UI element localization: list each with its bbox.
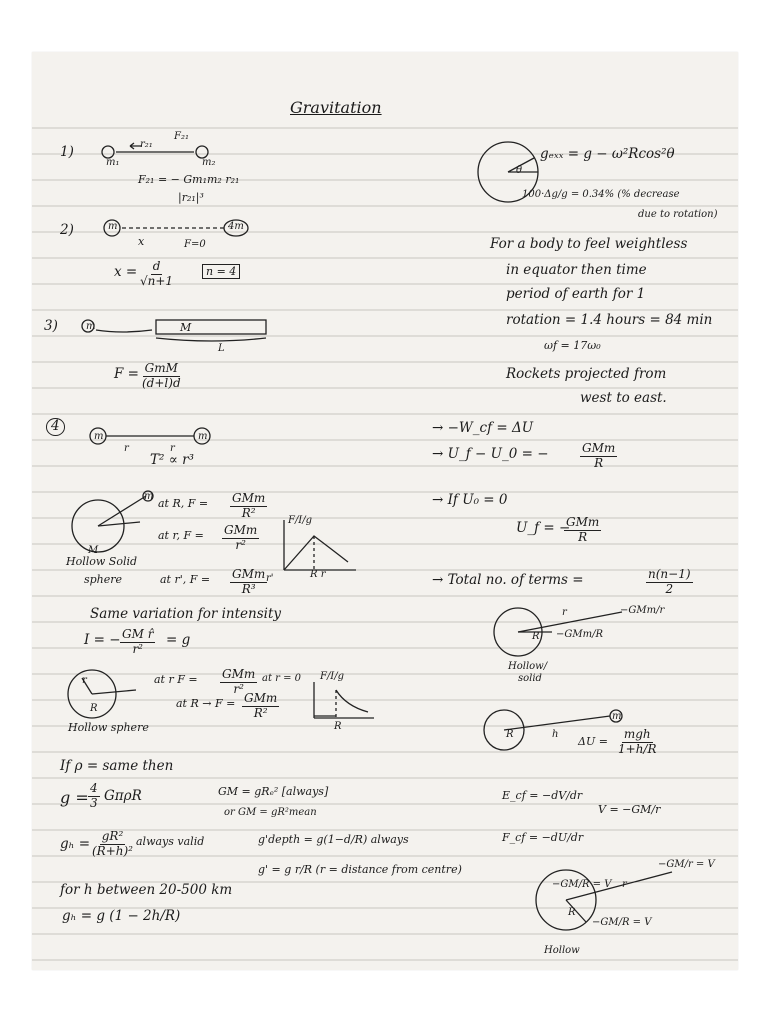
hollow-at-R-fraction: GMm R² <box>244 691 278 720</box>
weightless-line2: in equator then time <box>506 262 647 278</box>
intensity-vector: I = − <box>84 632 121 648</box>
circle1-r: r <box>562 607 567 618</box>
mass-4m: 4m <box>228 221 244 232</box>
hollow-at-R: at R → F = <box>176 697 236 710</box>
intensity-fraction: $\frac{\text{GM r̂}}{\text{r²}}$ <box>122 627 154 656</box>
gm-mean: or GM = gR²mean <box>224 807 317 818</box>
n-value-box: n = 4 <box>202 264 240 279</box>
hollow-field-graph <box>308 680 378 724</box>
item-4-number: 4 <box>46 418 65 436</box>
orbit-mass-left: m <box>94 431 104 442</box>
du-fraction: mgh 1+h/R <box>618 727 657 756</box>
total-terms-fraction: $\frac{n(n-1)}{2}$ <box>648 567 691 596</box>
circle1-in: −GMm/R <box>556 629 603 640</box>
solid-caption-sphere: sphere <box>84 573 123 586</box>
rod-length-L: L <box>218 343 225 354</box>
at-rp-fraction: GMm R³ <box>232 567 266 596</box>
f21-label: F₂₁ <box>174 131 189 142</box>
two-mass-diagram <box>102 138 252 168</box>
potential-formula: V = −GM/r <box>598 803 661 816</box>
x-label: x <box>138 235 145 248</box>
kepler-law: T² ∝ r³ <box>150 452 195 468</box>
potential-change: → U_f − U_0 = − <box>432 446 549 462</box>
force-denominator: |r₂₁|³ <box>178 191 204 204</box>
gh-always-valid: always valid <box>136 835 205 848</box>
circle1-caption2: solid <box>518 673 542 684</box>
rod-diagram <box>82 316 262 346</box>
weightless-line3: period of earth for 1 <box>506 286 646 302</box>
weightless-line4: rotation = 1.4 hours = 84 min <box>506 312 713 328</box>
work-energy: → −W_cf = ΔU <box>432 420 534 436</box>
at-r-fraction: GMm r² <box>224 523 258 552</box>
du-equation: ΔU = <box>578 735 608 748</box>
g-equation: g = <box>60 788 89 807</box>
g-fraction: $\frac{4}{3}$ <box>90 781 98 810</box>
x-equation: x = <box>114 264 138 280</box>
force-equation: F₂₁ = − Gm₁m₂ r₂₁ <box>138 173 240 186</box>
notebook-page <box>32 52 738 970</box>
zero-force-label: F=0 <box>184 239 206 250</box>
final-potential-fraction: GMm R <box>566 515 600 544</box>
rod-mass-M: M <box>180 321 192 334</box>
orbit-r-right: r <box>170 443 175 454</box>
solid-mass-m: m <box>144 491 154 502</box>
gh-fraction: $\frac{\text{gR²}}{\text{(R+h)²}}$ <box>92 829 133 858</box>
du-h: h <box>552 729 559 740</box>
orbit-r-left: r <box>124 443 129 454</box>
circle1-out: −GMm/r <box>620 605 665 616</box>
g-tail: GπρR <box>104 788 142 804</box>
mass-m: m <box>108 221 118 232</box>
du-m: m <box>612 711 622 722</box>
at-rp-tail: r' <box>266 573 274 584</box>
item-2-number: 2) <box>60 222 74 238</box>
hollow-sphere-figure <box>62 666 142 726</box>
solid-caption-M: M <box>88 545 99 556</box>
at-R-force: at R, F = <box>158 497 209 510</box>
g-effective: gₑₓₓ = g − ω²Rcos²θ <box>540 146 675 162</box>
f-eq-label: F = <box>114 366 139 382</box>
page-title: Gravitation <box>290 98 382 117</box>
at-R-fraction: GMm R² <box>232 491 266 520</box>
circle2-R: R <box>568 907 576 918</box>
circle2-caption: Hollow <box>544 945 580 956</box>
item-1-number: 1) <box>60 144 74 160</box>
potential-change-fraction: GMm R <box>582 441 616 470</box>
total-terms: → Total no. of terms = <box>432 572 584 588</box>
intensity-equals-g: = g <box>166 632 191 648</box>
solid-caption: Hollow Solid <box>66 555 138 568</box>
circle2-outer: −GM/r = V <box>658 859 715 870</box>
hollow-caption: Hollow sphere <box>68 721 149 734</box>
if-u0-zero: → If U₀ = 0 <box>432 492 508 508</box>
final-potential: U_f = − <box>516 520 571 536</box>
orbit-mass-right: m <box>198 431 208 442</box>
g-decrease: 100·Δg/g = 0.34% (% decrease <box>522 189 680 200</box>
g-decrease-cont: due to rotation) <box>638 209 718 220</box>
gh-label: gₕ = <box>60 836 91 852</box>
gm-always: GM = gRₑ² [always] <box>218 785 329 798</box>
circle1-R: R <box>532 631 540 642</box>
circle2-bottom: −GM/R = V <box>592 917 652 928</box>
hollow-at-r: at r F = <box>154 673 198 686</box>
hollow-graph-R: R <box>334 721 342 732</box>
item-3-number: 3) <box>44 318 58 334</box>
solid-graph-label: F/I/g <box>288 515 313 526</box>
mass-m1: m₁ <box>106 157 120 168</box>
same-density-heading: If ρ = same then <box>60 758 174 774</box>
hollow-R: R <box>90 703 98 714</box>
gh-approx: gₕ = g (1 − 2h/R) <box>62 908 181 924</box>
at-r-force: at r, F = <box>158 529 204 542</box>
mass-m-3: m <box>86 321 96 332</box>
hollow-graph-label: F/I/g <box>320 671 345 682</box>
circle1-caption: Hollow/ <box>508 661 548 672</box>
mass-m2: m₂ <box>202 157 216 168</box>
hollow-r: r <box>82 675 87 686</box>
rockets-line1: Rockets projected from <box>506 366 667 382</box>
g-depth: g'depth = g(1−d/R) always <box>258 833 409 846</box>
at-rp-force: at r', F = <box>160 573 211 586</box>
weightless-line1: For a body to feel weightless <box>490 236 688 252</box>
theta-label: θ <box>516 165 523 176</box>
hollow-at-r-fraction: GMm r² <box>222 667 256 696</box>
field-from-potential: E_cf = −dV/dr <box>502 789 583 802</box>
circle2-r: r <box>622 879 627 890</box>
solid-sphere-figure <box>68 492 158 562</box>
hollow-at-r0: at r = 0 <box>262 673 302 684</box>
r21-label: r₂₁ <box>140 139 153 150</box>
x-fraction: $\frac{d}{√n+1}$ <box>140 259 174 288</box>
h-range-note: for h between 20-500 km <box>60 882 233 898</box>
force-from-potential: F_cf = −dU/dr <box>502 831 584 844</box>
circle2-inner: −GM/R = V <box>552 879 612 890</box>
g-prime: g' = g r/R (r = distance from centre) <box>258 863 462 876</box>
intensity-heading: Same variation for intensity <box>90 606 282 622</box>
solid-graph-axis: R r <box>310 569 326 580</box>
rockets-line2: west to east. <box>580 390 667 406</box>
f-fraction: GmM (d+l)d <box>142 361 181 390</box>
du-R: R <box>506 729 514 740</box>
omega-final: ωf = 17ω₀ <box>544 339 601 352</box>
